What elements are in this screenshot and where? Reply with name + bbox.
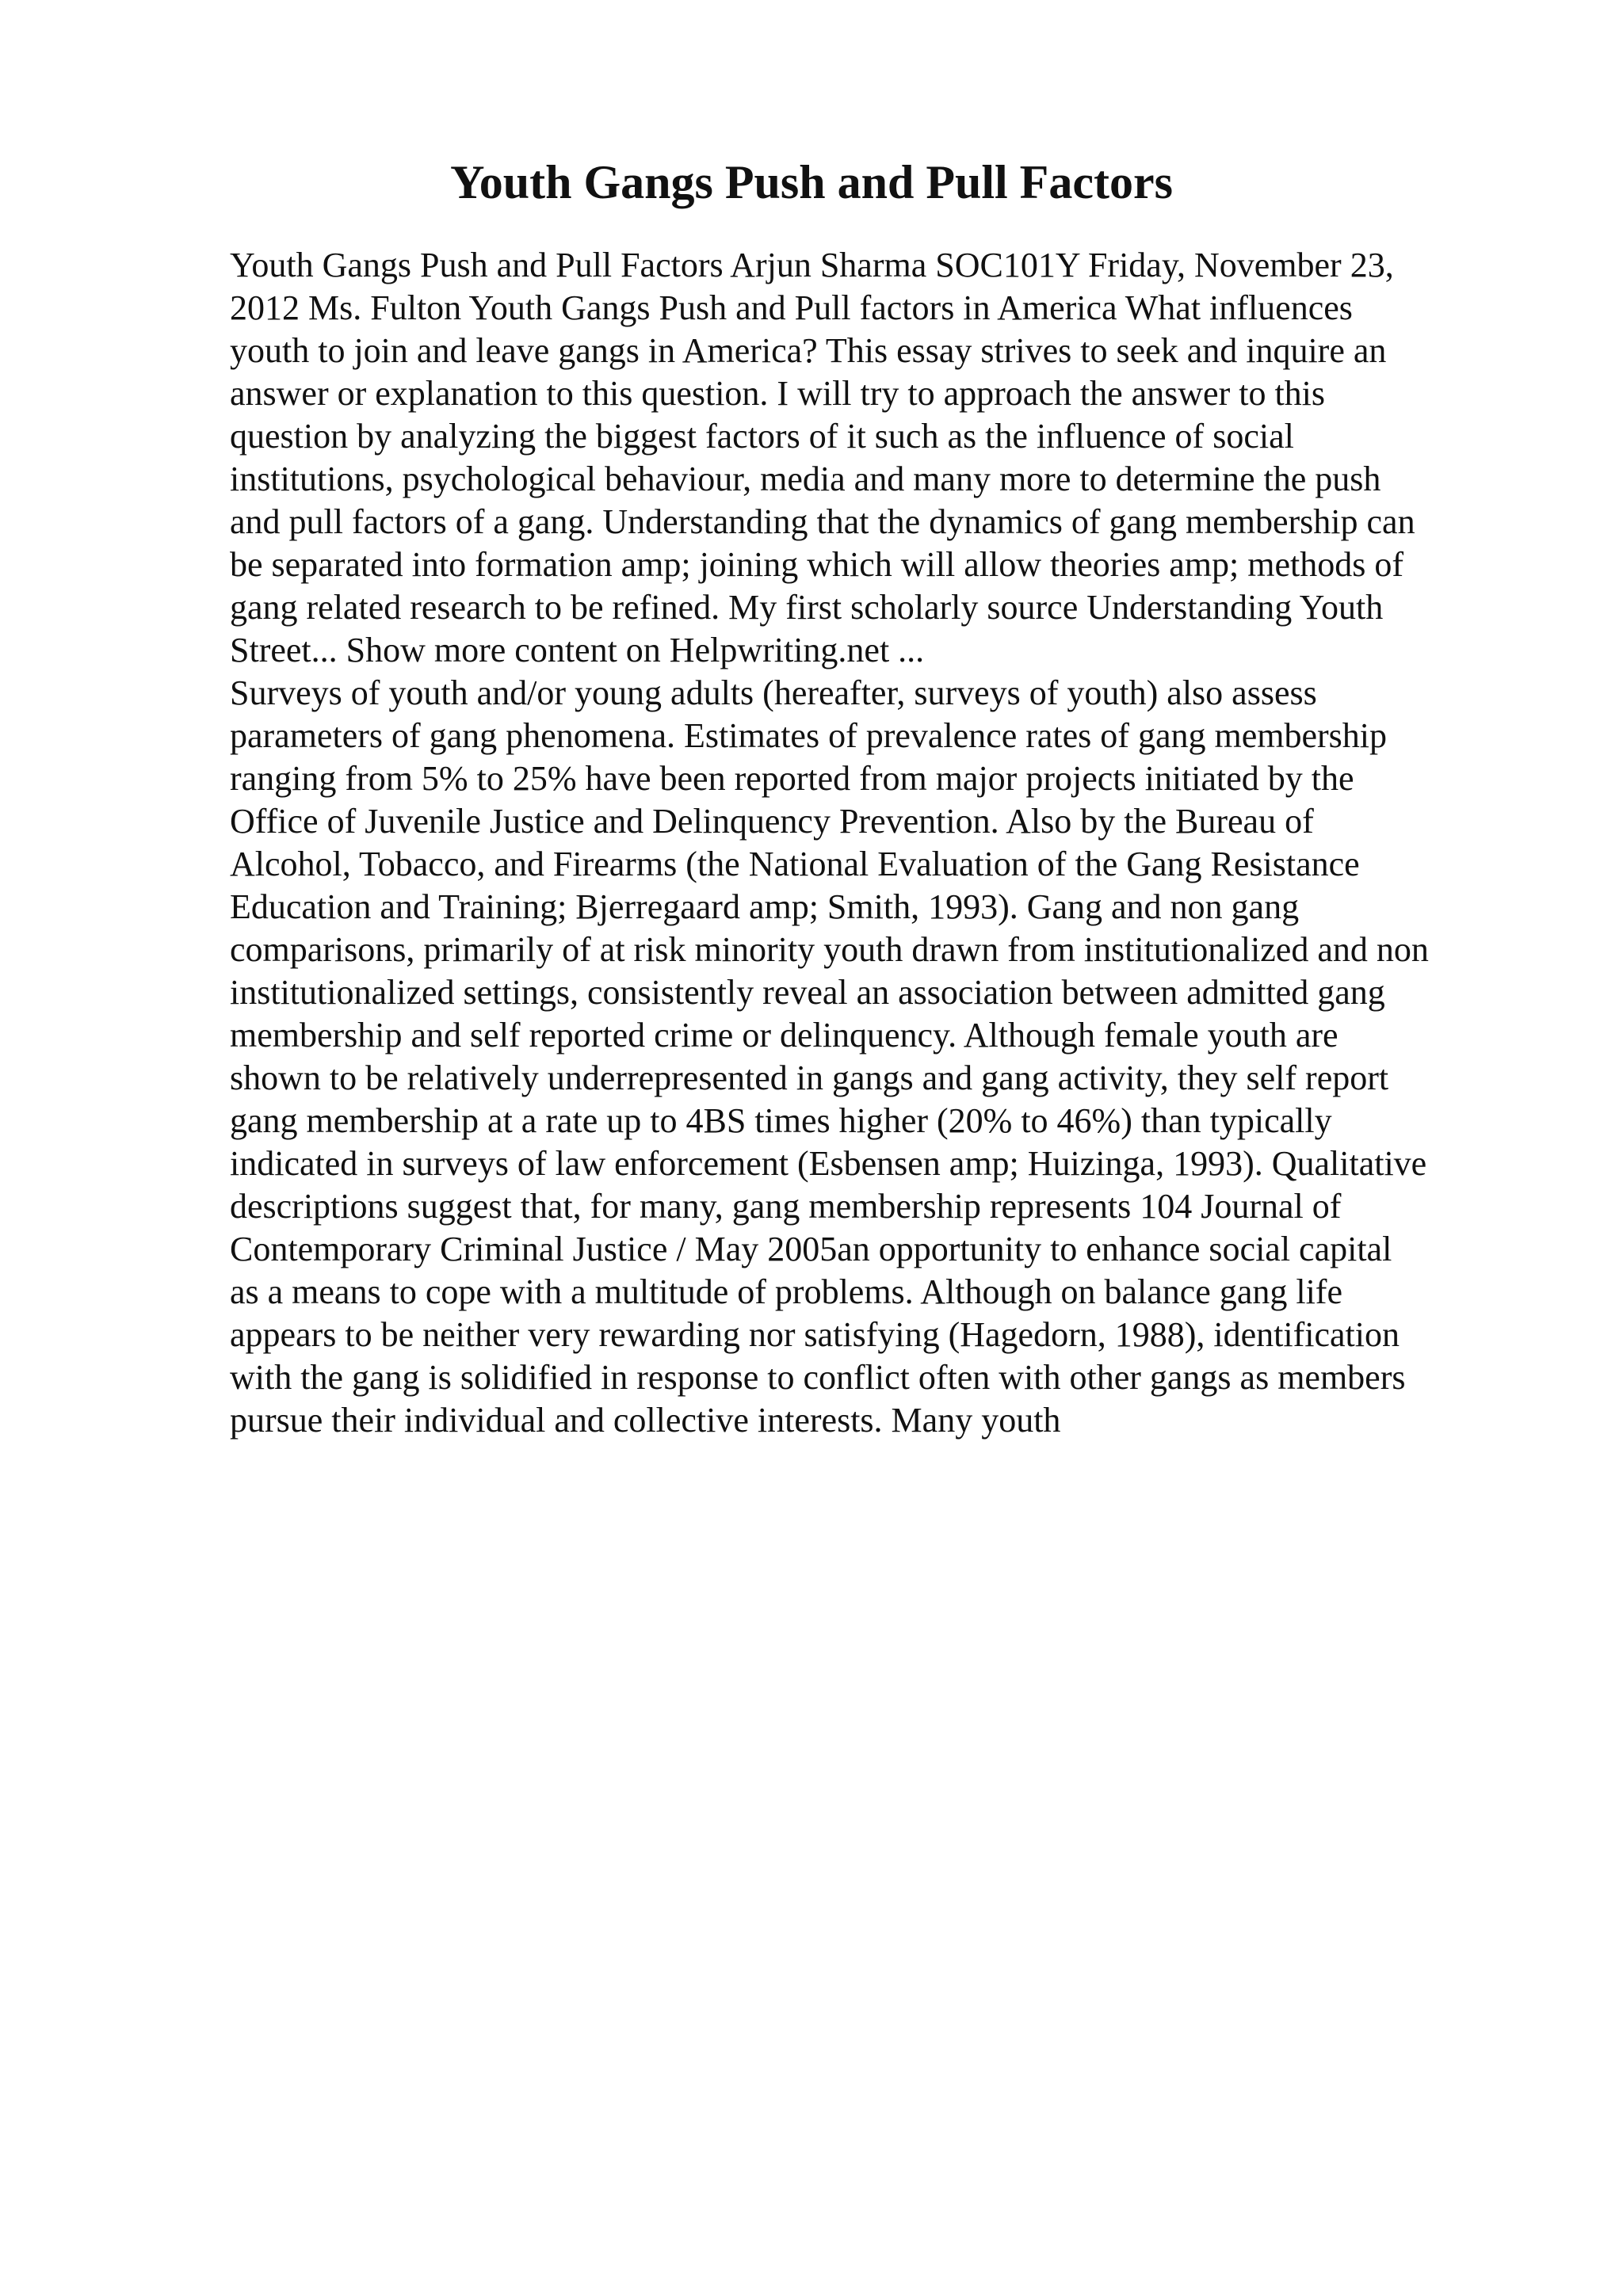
body-line: membership and self reported crime or delinquency. Although female youth are	[230, 1016, 1338, 1055]
body-line: 2012 Ms. Fulton Youth Gangs Push and Pull factors in America What influences	[230, 288, 1353, 327]
body-line: descriptions suggest that, for many, gang membership represents 104 Journal of	[230, 1187, 1342, 1226]
body-line: pursue their individual and collective interests. Many youth	[230, 1401, 1061, 1440]
body-line: with the gang is solidified in response to conflict often with other gangs as members	[230, 1358, 1406, 1397]
body-line: institutions, psychological behaviour, media and many more to determine the push	[230, 460, 1381, 498]
body-line: shown to be relatively underrepresented in gangs and gang activity, they self report	[230, 1058, 1389, 1097]
body-line: ranging from 5% to 25% have been reported from major projects initiated by the	[230, 759, 1354, 798]
body-line: comparisons, primarily of at risk minority youth drawn from institutionalized and non	[230, 930, 1429, 969]
body-line: parameters of gang phenomena. Estimates of prevalence rates of gang membership	[230, 716, 1387, 755]
body-line: Office of Juvenile Justice and Delinquency Prevention. Also by the Bureau of	[230, 802, 1314, 841]
document-body	[230, 244, 1498, 1442]
body-line: Education and Training; Bjerregaard amp; Smith, 1993). Gang and non gang	[230, 887, 1300, 926]
body-line: gang membership at a rate up to 4BS times higher (20% to 46%) than typically	[230, 1101, 1332, 1140]
body-line: Alcohol, Tobacco, and Firearms (the National Evaluation of the Gang Resistance	[230, 845, 1360, 883]
body-line: Street... Show more content on Helpwriting.net ...	[230, 631, 925, 669]
body-line: indicated in surveys of law enforcement (Esbensen amp; Huizinga, 1993). Qualitative	[230, 1144, 1427, 1183]
body-line: institutionalized settings, consistently reveal an association between admitted gang	[230, 973, 1385, 1012]
body-line: as a means to cope with a multitude of problems. Although on balance gang life	[230, 1272, 1342, 1311]
body-line: gang related research to be refined. My first scholarly source Understanding Youth	[230, 588, 1384, 627]
document-title: Youth Gangs Push and Pull Factors	[450, 156, 1173, 208]
body-line: Surveys of youth and/or young adults (hereafter, surveys of youth) also assess	[230, 673, 1317, 712]
body-line: Contemporary Criminal Justice / May 2005an opportunity to enhance social capital	[230, 1230, 1392, 1268]
body-line: Youth Gangs Push and Pull Factors Arjun Sharma SOC101Y Friday, November 23,	[230, 246, 1394, 284]
body-line: answer or explanation to this question. I will try to approach the answer to this	[230, 374, 1326, 413]
body-line: be separated into formation amp; joining which will allow theories amp; methods of	[230, 545, 1404, 584]
body-line: appears to be neither very rewarding nor satisfying (Hagedorn, 1988), identification	[230, 1315, 1400, 1354]
body-line: and pull factors of a gang. Understanding that the dynamics of gang membership can	[230, 502, 1415, 541]
body-line: question by analyzing the biggest factors of it such as the influence of social	[230, 417, 1294, 456]
body-line: youth to join and leave gangs in America? This essay strives to seek and inquire an	[230, 331, 1387, 370]
